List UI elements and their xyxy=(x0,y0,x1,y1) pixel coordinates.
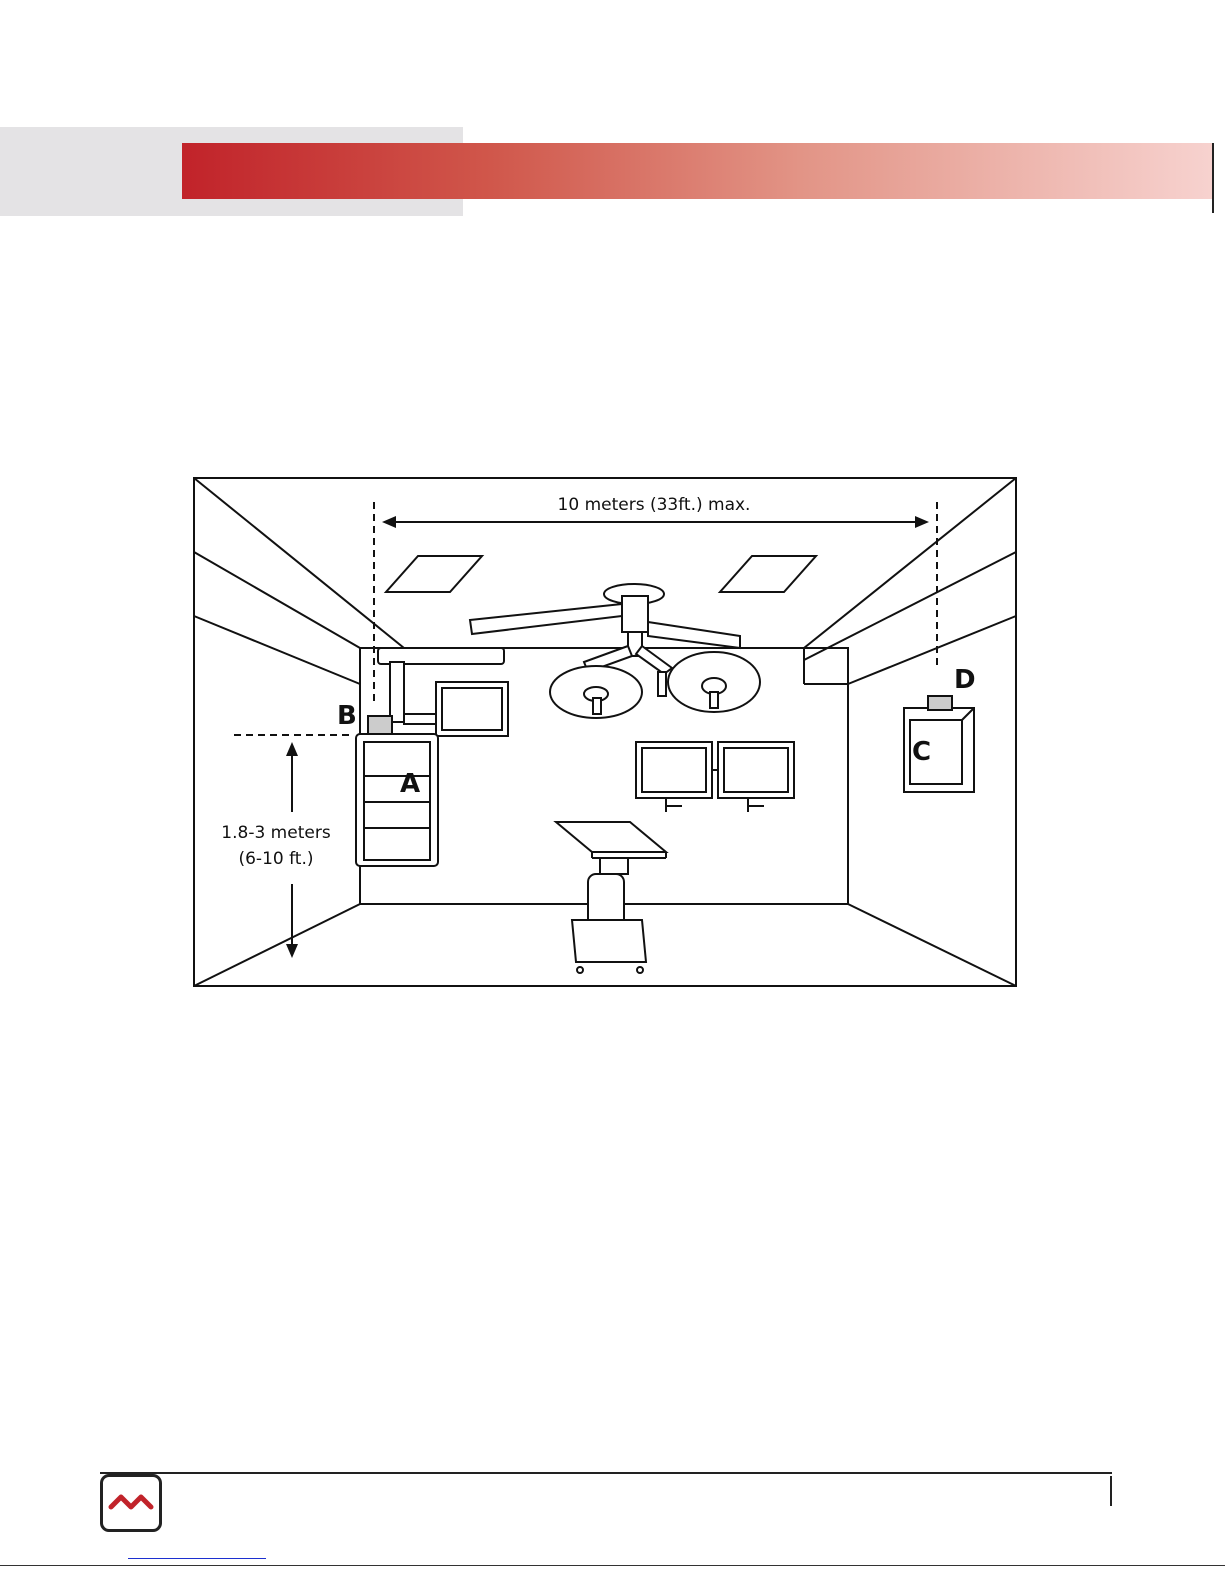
ceiling-panel-right xyxy=(720,556,816,592)
header-red-band xyxy=(182,143,1212,199)
operating-table xyxy=(556,822,666,973)
footer-tick xyxy=(1110,1476,1112,1506)
marker-b: B xyxy=(337,701,357,731)
bottom-rule xyxy=(0,1565,1225,1566)
distance-label: 10 meters (33ft.) max. xyxy=(557,495,751,515)
operating-room-diagram xyxy=(192,476,1018,988)
height-label-line2: (6-10 ft.) xyxy=(238,849,314,869)
header-band-edge xyxy=(1212,143,1214,213)
boom-monitor xyxy=(404,682,508,736)
camera-d xyxy=(928,696,952,710)
equipment-cabinet-a xyxy=(356,716,438,866)
bottom-link-underline[interactable] xyxy=(128,1558,266,1559)
wave-logo-icon xyxy=(100,1474,162,1532)
footer-rule xyxy=(100,1472,1112,1474)
dual-monitors xyxy=(636,742,794,812)
marker-a: A xyxy=(400,769,421,799)
camera-b xyxy=(368,716,392,734)
distance-arrow xyxy=(382,516,929,528)
ceiling-panel-left xyxy=(386,556,482,592)
marker-d: D xyxy=(954,665,976,695)
height-label-line1: 1.8-3 meters xyxy=(221,823,331,843)
marker-c: C xyxy=(912,737,932,767)
